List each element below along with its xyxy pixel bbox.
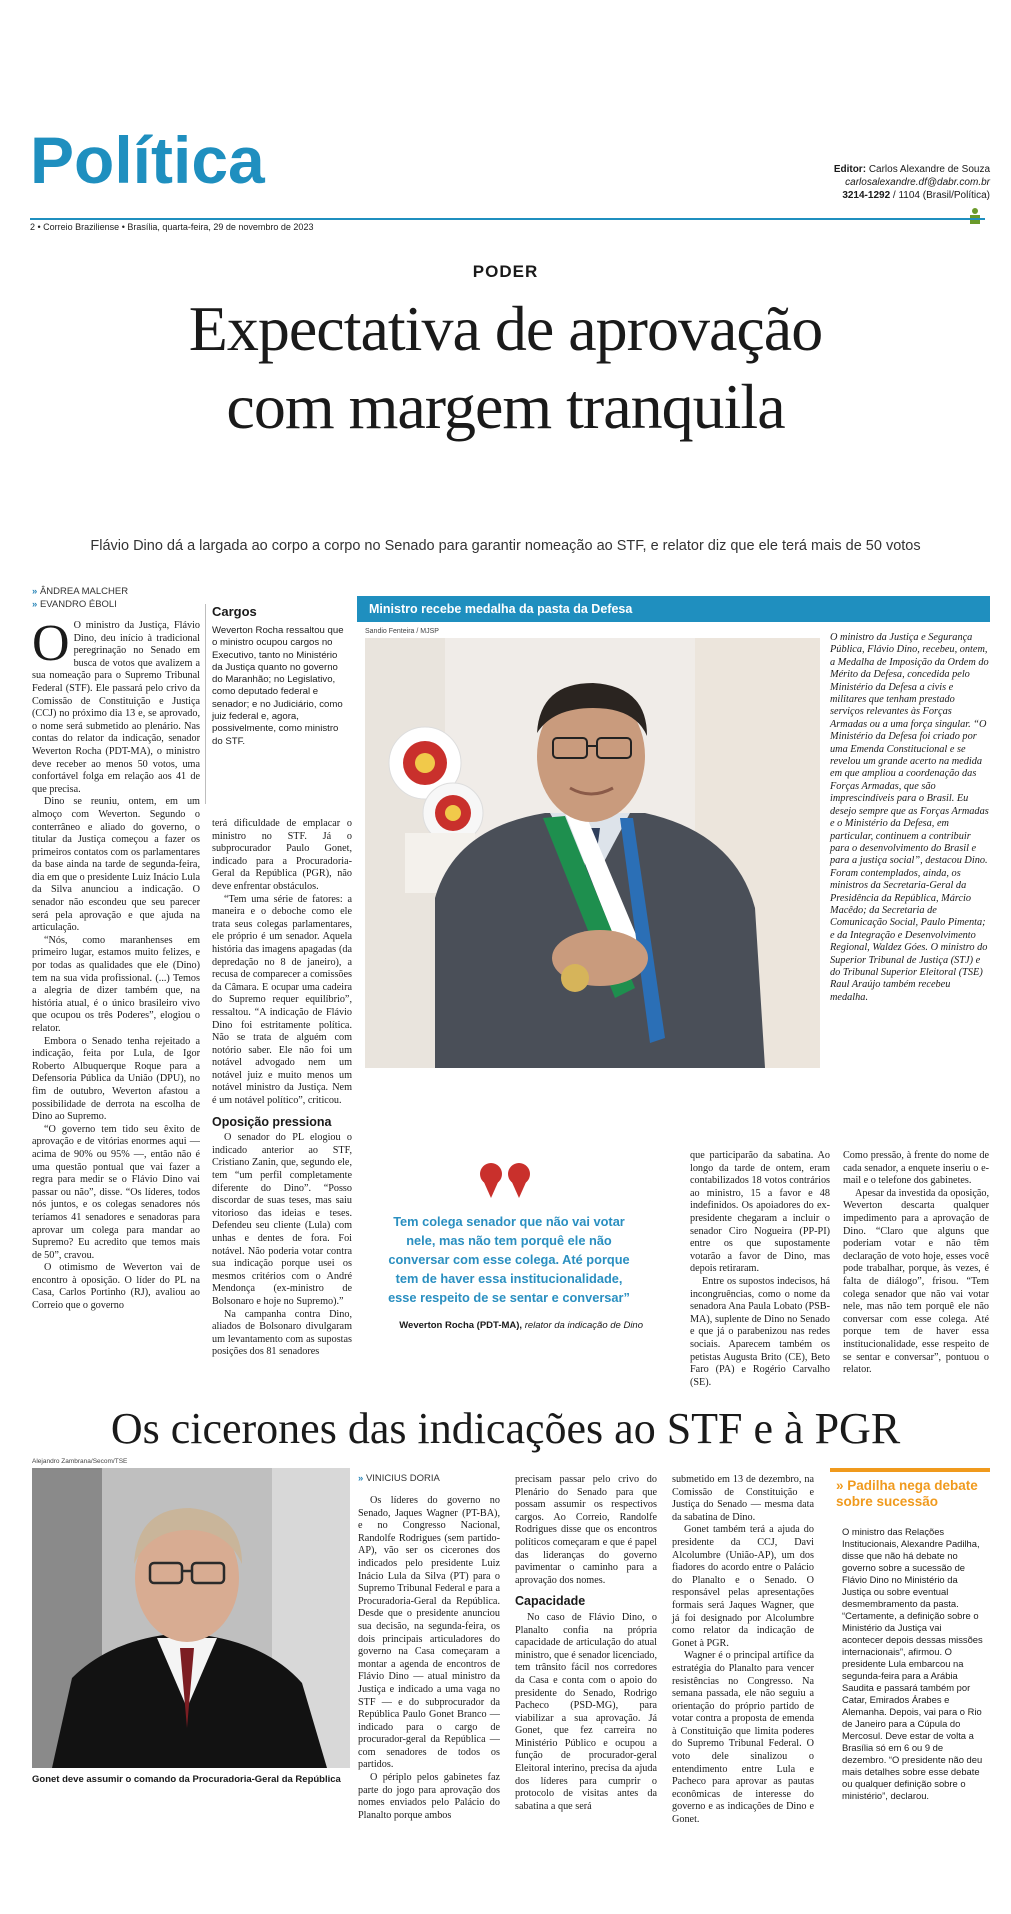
paragraph: “Tem uma série de fatores: a maneira e o deboche como ele trata seus colegas parlamentares, ele próprio é um senador. Aquela história das imagens apagadas (da depredação no 8 de janeiro), a recusa de comparecer a comissões da Câmara. E ocupar uma cadeira do Supremo requer equilíbrio”, ressaltou. “A indicação de Flávio Dino foi estritamente política. Não se trata de alguém com notório saber. Ele não foi um notável advogado nem um notável juiz e muito menos um notável ministro da Justiça. Nem é um notável político”, criticou. [212, 893, 352, 1107]
paragraph: No caso de Flávio Dino, o Planalto confia na própria capacidade de articulação do atual ministro, que é senador licenciado, tem trânsito fácil nos corredores da Casa e conta com o apoio do presidente do Senado, Rodrigo Pacheco (PSD-MG), para viabilizar a sua aprovação. Já Gonet, que fez carreira no Ministério Público e ocupou a função de procurador-geral Eleitoral interino, precisa da ajuda dos líderes para cumprir o protocolo de visitas antes da sabatina a que será [515, 1611, 658, 1812]
second-headline: Os cicerones das indicações ao STF e à PGR [110, 1404, 901, 1453]
paragraph: Na campanha contra Dino, aliados de Bolsonaro divulgaram um levantamento com as supostas posições dos 81 senadores [212, 1308, 352, 1358]
photo-header: Ministro recebe medalha da pasta da Defesa [357, 596, 990, 622]
header-rule [30, 218, 985, 220]
gonet-caption: Gonet deve assumir o comando da Procuradoria-Geral da República [32, 1774, 341, 1785]
sidebar-title: » Padilha nega debate sobre sucessão [836, 1478, 978, 1509]
second-col-3 [672, 1474, 814, 1827]
photo-credit: Sandio Fenteira / MJSP [365, 628, 439, 635]
quote-mark-icon [477, 1160, 537, 1200]
paragraph: “Nós, como maranhenses em primeiro lugar, estamos muito felizes, e por todas as qualidades que ele (Dino) tem na sua vida profissional. (...) Temos a alegria de dizer também que, na história atual, é o único brasileiro vivo que ocupou os três Poderes”, elogiou o relator. [32, 934, 200, 1034]
paragraph: Apesar da investida da oposição, Weverton descarta qualquer impedimento para a aprovação de Dino. “Claro que alguns que poderiam votar e não têm declaração de voto hoje, esses você pode trabalhar, porque, às vezes, é falta de diálogo”, frisou. “Tem colega senador que não vai votar nele, mas não tem porquê ele não conversar com esse colega. Até porque tem de haver essa institucionalidade, esse respeito de se sentar e conversar”, pontuou o relator. [843, 1187, 989, 1376]
paragraph: Wagner é o principal artífice da estratégia do Planalto para vencer resistências no Congresso. Na semana passada, ele não seguiu a orientação do próprio partido de votar contra a proposta de emenda à Constituição que limita poderes do Supremo Tribunal Federal. O voto dele sinalizou o entendimento entre Lula e Pacheco para aprovar as pautas econômicas de interesse do governo e as indicações de Dino e Gonet. [672, 1650, 814, 1826]
paragraph: Entre os supostos indecisos, há incongruências, como o nome da senadora Ana Paula Lobato (PSB-MA), suplente de Dino no Senado e que já o parabenizou nas redes sociais. Aparecem também os petistas Augusta Brito (CE), Beto Faro (PA) e Rogério Carvalho (SE). [690, 1275, 830, 1388]
gonet-photo [32, 1468, 350, 1768]
article-col-3 [690, 1150, 830, 1389]
second-col-1 [358, 1495, 500, 1822]
paragraph: “O governo tem tido seu êxito de aprovação e de vitórias enormes aqui — acima de 90% ou 95% —, então não é uma questão pontual que vai fazer a regra para medir se o Flávio Dino vai passar ou não”, disse. “Os líderes, todos nós juntos, e os colegas senadores nós teríamos 41 senadores e senadoras para aprovar um colega para mandar ao Supremo? Eu acredito que temos mais de 50”, cravou. [32, 1123, 200, 1261]
cargos-divider [205, 604, 206, 804]
article-col-2 [212, 818, 352, 1359]
paragraph: Como pressão, à frente do nome de cada senador, a enquete inseriu o e-mail e o telefone dos gabinetes. [843, 1150, 989, 1187]
pull-quote: Tem colega senador que não vai votar nele, mas não tem porquê ele não conversar com esse colega. Até porque tem de haver essa institucionalidade, esse respeito de se sentar e conversar” [388, 1214, 630, 1305]
drop-cap: O [32, 615, 70, 672]
article-col-4 [843, 1150, 989, 1377]
paragraph: Dino se reuniu, ontem, em um almoço com Weverton. Segundo o conterrâneo e aliado do governo, o titular da Justiça começou a fazer os primeiros contatos com os parlamentares da base ainda na tarde de segunda-feira, dia em que o presidente Luiz Inácio Lula da Silva anunciou a indicação. O senador não escondeu que seu parecer será pela aprovação e que ajuda na articulação. [32, 796, 200, 934]
paragraph: O O ministro da Justiça, Flávio Dino, deu início à tradicional peregrinação no Senado em busca de votos que avalizem a sua nomeação para o Supremo Tribunal Federal (STF). Ele passará pelo crivo da Comissão de Constituição e Justiça (CCJ) no próximo dia 13 e, se aprovado, o nome será submetido ao plenário. Nas contas do relator da indicação, senador Weverton Rocha (PDT-MA), o ministro deve receber ao menos 50 votos, uma confortável folga em relação aos 41 de que precisa. [32, 615, 200, 795]
paragraph: Os líderes do governo no Senado, Jaques Wagner (PT-BA), e no Congresso Nacional, Randolfe Rodrigues (sem partido-AP), vão ser os cicerones dos indicados pelo presidente Luiz Inácio Lula da Silva (PT) para o Supremo Tribunal Federal e para a Procuradoria-Geral da República. Desde que o presidente anunciou sua decisão, na segunda-feira, os dois principais articuladores do governo na Casa começaram a montar a agenda de encontros de Flávio Dino — atual ministro da Justiça e indicado a uma vaga no STF — e do subprocurador da República Paulo Gonet Branco — indicado para o cargo de procurador-geral da República — com senadores de todos os partidos. [358, 1495, 500, 1771]
photo-caption: O ministro da Justiça e Segurança Pública, Flávio Dino, recebeu, ontem, a Medalha de Imposição da Ordem do Mérito da Defesa, concedida pelo Ministério da Defesa a civis e militares que tenham prestado serviços relevantes às Forças Armadas ou a uma força singular. “O Ministério da Defesa foi criado por uma Emenda Constitucional e se revelou um grande acerto na medida em que ampliou a coordenação das Forças Armadas, que são imprescindíveis para o Brasil. Eu desejo sempre que as Forças Armadas e o Ministério da Defesa, em particular, continuem a contribuir para o desenvolvimento do Brasil e para a justiça social”, destacou Dino. Foram contemplados, ainda, os ministros da Secretaria-Geral da Presidência da República, Márcio Macêdo; da Secretaria de Comunicação Social, Paulo Pimenta; e da Integração e Desenvolvimento Regional, Waldez Góes. O ministro do Superior Tribunal de Justiça (STJ) e do Tribunal Superior Eleitoral (TSE) Raul Araújo também recebeu medalha. [830, 632, 989, 1003]
second-byline: » VINICIUS DORIA [358, 1473, 440, 1484]
gonet-photo-credit: Alejandro Zambrana/Secom/TSE [32, 1458, 128, 1465]
subhead-capacity: Capacidade [515, 1594, 586, 1609]
article-col-1 [32, 615, 200, 1313]
kicker: PODER [472, 262, 539, 281]
paragraph: O otimismo de Weverton vai de encontro à oposição. O líder do PL na Casa, Carlos Portinho (RJ), avaliou ao Correio que o governo [32, 1262, 200, 1312]
dino-photo [365, 638, 820, 1068]
quote-attribution: Weverton Rocha (PDT-MA), relator da indicação de Dino [399, 1320, 643, 1331]
headline: Expectativa de aprovação com margem tranquila [188, 293, 823, 442]
sidebar-text: O ministro das Relações Institucionais, Alexandre Padilha, disse que não há debate no governo sobre a sucessão de Flávio Dino no Ministério da Justiça ou sobre eventual desmembramento da pasta. “Certamente, a definição sobre o Ministério da Justiça vai acontecer depois dessas missões internacionais”, afirmou. O presidente Lula embarcou na segunda-feira para a Arábia Saudita e passará também por Catar, Emirados Árabes e Alemanha. Depois, vai para o Rio de Janeiro para a Cúpula do Mercosul. Deve estar de volta a Brasília só em 6 ou 9 de dezembro. “O presidente não deu mais detalhes sobre esse debate ou qualquer definição sobre o ministério”, declarou. [842, 1526, 983, 1801]
sidebar-box [830, 1468, 990, 1801]
paragraph: submetido em 13 de dezembro, na Comissão de Constituição e Justiça do Senado — mesma data da sabatina de Dino. [672, 1474, 814, 1523]
subtitle: Flávio Dino dá a largada ao corpo a corpo no Senado para garantir nomeação ao STF, e relator diz que ele terá mais de 50 votos [90, 538, 921, 554]
newspaper-icon [968, 207, 982, 225]
paragraph: que participarão da sabatina. Ao longo da tarde de ontem, eram contabilizados 18 votos contrários ao ministro, 15 a favor e 48 indefinidos. Os apoiadores do ex-presidente chegaram a incluir o senador Ciro Nogueira (PP-PI) entre os que supostamente votarão a favor de Dino, mas depois retiraram. [690, 1150, 830, 1275]
byline: » ÂNDREA MALCHER » EVANDRO ÉBOLI [32, 585, 128, 611]
folio: 2 • Correio Braziliense • Brasília, quarta-feira, 29 de novembro de 2023 [30, 222, 314, 232]
paragraph: O senador do PL elogiou o indicado anterior ao STF, Cristiano Zanin, que, segundo ele, tem “um perfil completamente diferente do Dino”. “Posso discordar de suas teses, mas saiu vitorioso das ideias e teses. Defendeu seu cliente (Lula) com unhas e dentes de fora. Foi notável. Não poderia votar contra sua indicação porque usei os mesmos critérios com o André Mendonça (ex-ministro de Bolsonaro e hoje no Supremo).” [212, 1132, 352, 1307]
paragraph: Embora o Senado tenha rejeitado a indicação, feita por Lula, de Igor Roberto Albuquerque Roque para a Defensoria Pública da União (DPU), no fim de outubro, Weverton afastou a possibilidade de derrota na escolha de Dino ao Supremo. [32, 1035, 200, 1123]
cargos-box: Cargos Weverton Rocha ressaltou que o ministro ocupou cargos no Executivo, tanto no Ministério da Justiça quanto no governo do Maranhão; no Legislativo, como deputado federal e senador; e no Judiciário, como juiz federal e, agora, possivelmente, como ministro do STF. [212, 604, 344, 747]
section-title: Política [30, 123, 265, 197]
subhead-opposition: Oposição pressiona [212, 1114, 332, 1129]
paragraph: precisam passar pelo crivo do Plenário do Senado para que possam assumir os respectivos cargos. Ao Correio, Randolfe Rodrigues disse que os encontros políticos começaram e que é papel das lideranças do governo pavimentar o caminho para a aprovação dos nomes. [515, 1474, 657, 1586]
paragraph: O périplo pelos gabinetes faz parte do jogo para aprovação dos nomes enviados pelo Palácio do Planalto porque ambos [358, 1772, 500, 1821]
paragraph: Gonet também terá a ajuda do presidente da CCJ, Davi Alcolumbre (União-AP), um dos fiadores do acordo entre o Palácio do Planalto e o Senado. O responsável pelas apresentações formais será Jaques Wagner, que já foi designado por Alcolumbre como relator da indicação de Gonet à PGR. [672, 1524, 814, 1649]
editor-info: Editor: Carlos Alexandre de Souza carlosalexandre.df@dabr.com.br 3214-1292 / 1104 (Brasil/Política) [833, 164, 990, 201]
second-col-2 [515, 1474, 657, 1813]
paragraph: terá dificuldade de emplacar o ministro no STF. Já o subprocurador Paulo Gonet, indicado para a Procuradoria-Geral da República (PGR), não deve enfrentar obstáculos. [212, 818, 352, 892]
